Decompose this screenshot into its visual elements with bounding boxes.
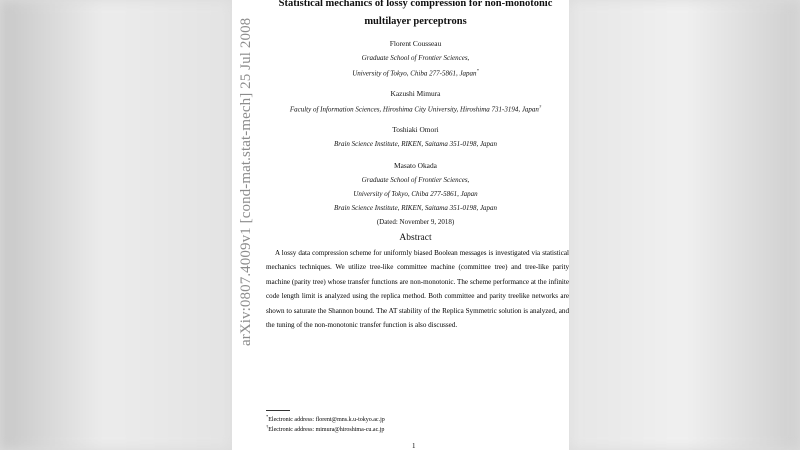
footnote-marker: * bbox=[476, 68, 479, 73]
dated-line: (Dated: November 9, 2018) bbox=[376, 218, 455, 226]
author-name: Masato Okada bbox=[394, 161, 437, 170]
affiliation-text: Faculty of Information Sciences, Hiroshima City University, Hiroshima 731-3194, Japan bbox=[289, 105, 539, 114]
footnote-text: Electronic address: mimura@hiroshima-cu.ac.jp bbox=[268, 427, 385, 433]
footnote bbox=[266, 414, 385, 423]
author-affiliation bbox=[262, 68, 569, 77]
author-affiliation: Brain Science Institute, RIKEN, Saitama 351-0198, Japan bbox=[333, 204, 498, 212]
footnote-rule bbox=[266, 410, 290, 411]
affiliation-text: University of Tokyo, Chiba 277-5861, Japan bbox=[352, 69, 477, 78]
footnote-text: Electronic address: florent@mns.k.u-tokyo.ac.jp bbox=[268, 417, 385, 423]
author-affiliation: Brain Science Institute, RIKEN, Saitama 351-0198, Japan bbox=[333, 140, 498, 148]
author-affiliation bbox=[262, 104, 569, 113]
author-affiliation: Graduate School of Frontier Sciences, bbox=[361, 176, 470, 184]
abstract-heading: Abstract bbox=[399, 233, 432, 243]
title-line-1: Statistical mechanics of lossy compression for non-monotonic bbox=[278, 0, 553, 9]
arxiv-identifier: arXiv:0807.4009v1 [cond-mat.stat-mech] 25 Jul 2008 bbox=[238, 17, 254, 346]
author-name: Kazushi Mimura bbox=[390, 89, 441, 98]
author-affiliation: University of Tokyo, Chiba 277-5861, Japan bbox=[353, 190, 478, 198]
title-line-2: multilayer perceptrons bbox=[364, 16, 467, 27]
author-affiliation: Graduate School of Frontier Sciences, bbox=[361, 54, 470, 62]
footnote bbox=[266, 424, 384, 433]
footnote-marker: † bbox=[266, 424, 269, 429]
abstract-body: A lossy data compression scheme for uniformly biased Boolean messages is investigated via statistical mechanics techniques. We utilize tree-like committee machine (committee tree) and tree-like parity machine (parity tree) whose transfer functions are non-monotonic. The scheme performance at the infinite code length limit is analyzed using the replica method. Both committee and parity treelike networks are shown to saturate the Shannon bound. The AT stability of the Replica Symmetric solution is analyzed, and the tuning of the non-monotonic transfer function is also discussed. bbox=[266, 249, 569, 330]
author-name: Toshiaki Omori bbox=[392, 125, 439, 134]
footnote-marker: † bbox=[538, 104, 542, 109]
page-number: 1 bbox=[412, 442, 416, 450]
footnote-marker: * bbox=[266, 414, 269, 419]
background-right bbox=[568, 0, 800, 450]
author-name: Florent Cousseau bbox=[389, 39, 442, 48]
background-left bbox=[0, 0, 232, 450]
